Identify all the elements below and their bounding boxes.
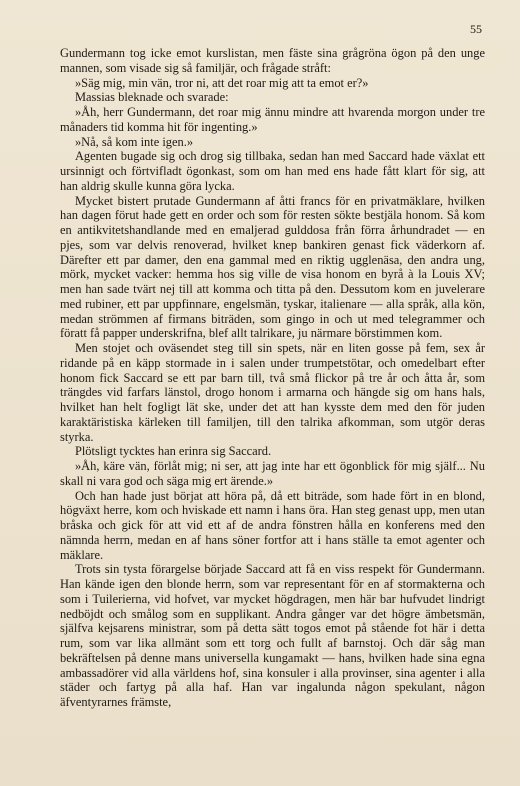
- paragraph: Massias bleknade och svarade:: [74, 90, 229, 105]
- paragraph: Agenten bugade sig och drog sig tillbaka, sedan han med Saccard hade växlat ett ursinnigt och förtvifladt ögonkast, som om han med ens hade fått klart för sig, att han aldrig skulle kunna göra lycka.: [60, 149, 485, 193]
- paragraph: »Åh, herr Gundermann, det roar mig ännu mindre att hvarenda morgon under tre månaders tid komma hit för ingenting.»: [60, 105, 485, 134]
- paragraph: »Säg mig, min vän, tror ni, att det roar mig att ta emot er?»: [74, 75, 369, 90]
- paragraph: Plötsligt tycktes han erinra sig Saccard.: [74, 444, 272, 459]
- paragraph: Och han hade just börjat att höra på, då ett biträde, som hade fört in en blond, högväxt herre, kom och hviskade ett namn i hans öra. Han steg genast upp, men utan bråska och gick för att vid ett af de andra fönstren hålla en konferens med den nämnda herrn, medan en af hans söner fortfor att i hans ställe ta emot agenter och mäklare.: [60, 488, 485, 562]
- paragraph: Trots sin tysta förargelse började Saccard att få en viss respekt för Gundermann. Han kände igen den blonde herrn, som var representant för en af stormakterna och som i Tuilerierna, vid hofvet, var mycket högdragen, men här bar hufvudet lindrigt nedböjdt och smålog som en supplikant. Andra gånger var det högre ämbetsmän, själfva kejsarens ministrar, som på detta sätt togos emot på stående fot här i detta rum, som var lika allmänt som ett torg och fullt af barnstoj. Och där såg man bekräftelsen på denne mans universella kungamakt — hans, hvilken hade sina egna ambassadörer vid alla världens hof, sina konsuler i alla provinser, sina agenter i alla städer och fartyg på alla haf. Han var ingalunda någon spekulant, någon äfventyrarnes främste,: [60, 562, 485, 709]
- paragraph: Gundermann tog icke emot kurslistan, men fäste sina grågröna ögon på den unge mannen, som visade sig så familjär, och frågade stråft:: [60, 46, 485, 75]
- paragraph: Men stojet och oväsendet steg till sin spets, när en liten gosse på fem, sex år ridande på en käpp stormade in i salen under trumpetstötar, och omedelbart efter honom fick Saccard se ett par barn till, två små flickor på tre år och åtta år, som trängdes vid farfars länstol, drogo honom i armarna och hängde sig om hans hals, hvilket han helt fogligt lät ske, under det att han kysste dem med den för juden karaktäristiska kärleken till familjen, till den talrika afkomman, som utgör deras styrka.: [60, 341, 485, 444]
- page-number: 55: [470, 22, 482, 36]
- paragraph: »Åh, käre vän, förlåt mig; ni ser, att jag inte har ett ögonblick för mig själf... Nu skall ni vara god och säga mig ert ärende.»: [60, 459, 485, 488]
- paragraph: Mycket bistert prutade Gundermann af åtti francs för en privatmäklare, hvilken han dagen förut hade gett en order och som för resten sökte bestjäla honom. Så kom en antikvitetshandlande med en emaljerad gulddosa från förra århundradet — en pjes, som var delvis renoverad, hvilket knep bankiren genast fick väderkorn af. Därefter ett par damer, den ena gammal med en riktig ugglenäsa, den andra ung, mörk, mycket vacker: hemma hos sig ville de visa honom en byrå à la Louis XV; men han sade tvärt nej till att komma och titta på den. Dessutom kom en juvelerare med rubiner, ett par uppfinnare, engelsmän, tyskar, italienare — alla språk, alla kön, medan strömmen af firmans biträden, som gingo in och ut med telegrammer och föratt få papper underskrifna, blef allt talrikare, ju närmare börstimmen kom.: [60, 193, 485, 341]
- paragraph: »Nå, så kom inte igen.»: [74, 134, 194, 149]
- body-text: [60, 46, 485, 710]
